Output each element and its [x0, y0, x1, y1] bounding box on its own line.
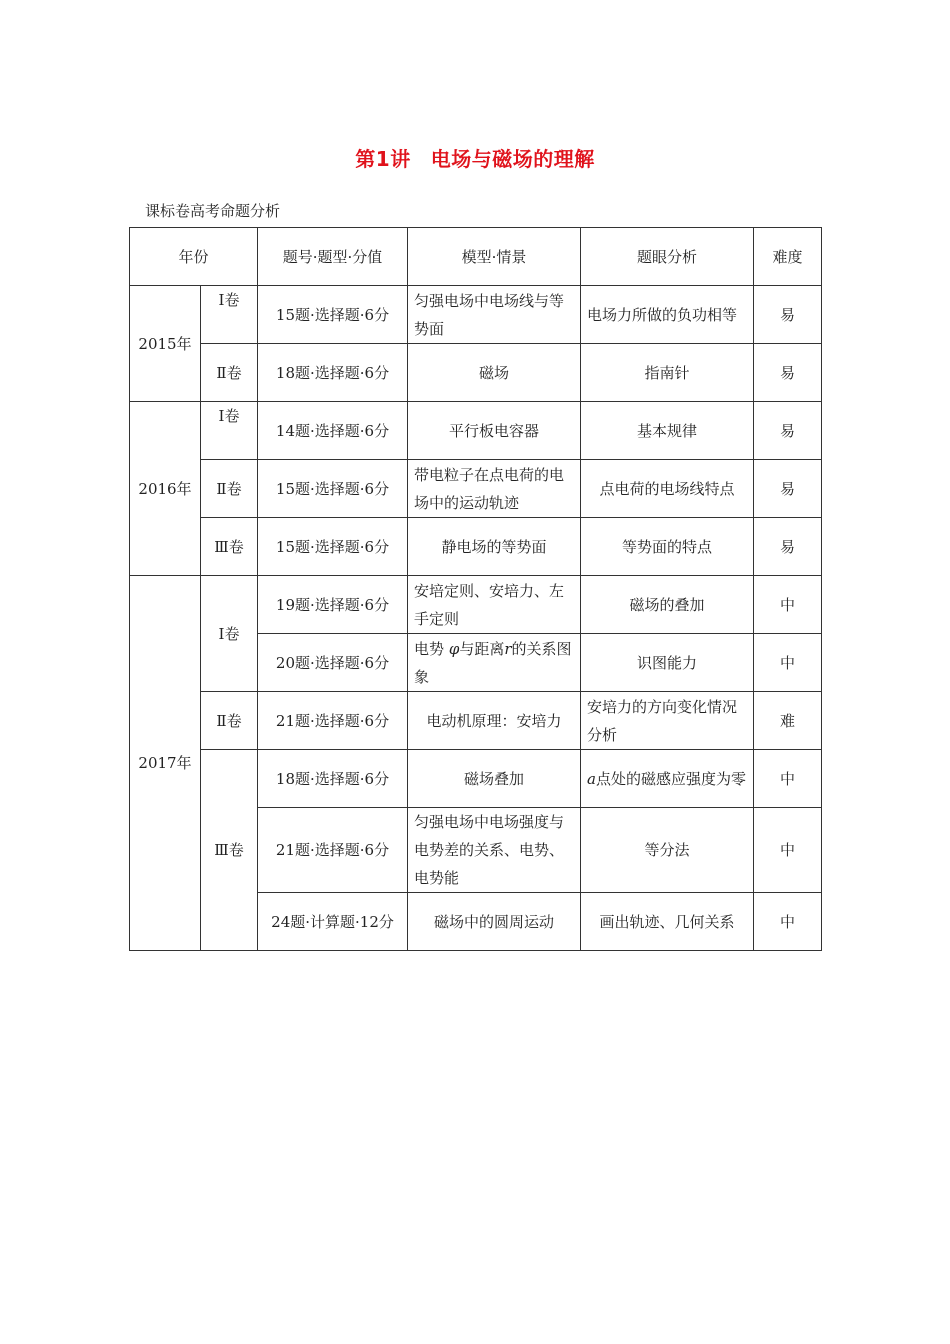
- table-row: [130, 286, 822, 344]
- paper-cell: Ⅱ卷: [201, 692, 258, 750]
- model-cell: 安培定则、安培力、左手定则: [408, 576, 581, 634]
- question-cell: 15题·选择题·6分: [258, 460, 408, 518]
- analysis-text: 点处的磁感应强度为零: [595, 769, 746, 788]
- table-row: [130, 576, 822, 634]
- difficulty-cell: 中: [754, 634, 822, 692]
- paper-cell: Ⅱ卷: [201, 460, 258, 518]
- table-row: [130, 402, 822, 460]
- paper-cell: Ⅱ卷: [201, 344, 258, 402]
- paper-cell: Ⅰ卷: [201, 286, 258, 344]
- table-row: [130, 750, 822, 808]
- lecture-topic: 电场与磁场的理解: [430, 147, 595, 171]
- table-row: [130, 344, 822, 402]
- model-cell: 平行板电容器: [408, 402, 581, 460]
- model-cell: 静电场的等势面: [408, 518, 581, 576]
- model-cell: 磁场叠加: [408, 750, 581, 808]
- model-cell: 带电粒子在点电荷的电场中的运动轨迹: [408, 460, 581, 518]
- question-cell: 14题·选择题·6分: [258, 402, 408, 460]
- table-caption: 课标卷高考命题分析: [145, 202, 281, 220]
- difficulty-cell: 易: [754, 460, 822, 518]
- model-cell: 电动机原理：安培力: [408, 692, 581, 750]
- year-cell: 2016年: [130, 402, 201, 576]
- model-cell: 匀强电场中电场线与等势面: [408, 286, 581, 344]
- table-row: [130, 518, 822, 576]
- analysis-cell: 识图能力: [581, 634, 754, 692]
- question-cell: 21题·选择题·6分: [258, 808, 408, 893]
- analysis-cell: 点电荷的电场线特点: [581, 460, 754, 518]
- paper-cell: Ⅲ卷: [201, 518, 258, 576]
- header-model: 模型·情景: [408, 228, 581, 286]
- paper-cell: Ⅰ卷: [201, 402, 258, 460]
- model-cell: 磁场中的圆周运动: [408, 893, 581, 951]
- header-question: 题号·题型·分值: [258, 228, 408, 286]
- table-row: [130, 692, 822, 750]
- analysis-cell: 画出轨迹、几何关系: [581, 893, 754, 951]
- exam-analysis-table: [129, 227, 822, 951]
- difficulty-cell: 难: [754, 692, 822, 750]
- difficulty-cell: 易: [754, 286, 822, 344]
- year-cell: 2015年: [130, 286, 201, 402]
- difficulty-cell: 中: [754, 576, 822, 634]
- model-cell: [408, 634, 581, 692]
- table-row: [130, 460, 822, 518]
- model-text: 电势: [414, 639, 445, 658]
- analysis-cell: 等势面的特点: [581, 518, 754, 576]
- difficulty-cell: 中: [754, 893, 822, 951]
- analysis-cell: 等分法: [581, 808, 754, 893]
- header-row: [130, 228, 822, 286]
- page-title: [0, 143, 950, 172]
- question-cell: 18题·选择题·6分: [258, 344, 408, 402]
- question-cell: 20题·选择题·6分: [258, 634, 408, 692]
- analysis-cell: 基本规律: [581, 402, 754, 460]
- question-cell: 19题·选择题·6分: [258, 576, 408, 634]
- a-symbol: a: [587, 769, 596, 788]
- model-text: 的关系图象: [414, 639, 572, 686]
- question-cell: 21题·选择题·6分: [258, 692, 408, 750]
- paper-cell: Ⅰ卷: [201, 576, 258, 692]
- phi-symbol: φ: [448, 639, 460, 658]
- difficulty-cell: 中: [754, 808, 822, 893]
- analysis-cell: 电场力所做的负功相等: [581, 286, 754, 344]
- year-cell: 2017年: [130, 576, 201, 951]
- question-cell: 24题·计算题·12分: [258, 893, 408, 951]
- paper-cell: Ⅲ卷: [201, 750, 258, 951]
- difficulty-cell: 中: [754, 750, 822, 808]
- header-difficulty: 难度: [754, 228, 822, 286]
- model-text: 与距离: [459, 639, 505, 658]
- difficulty-cell: 易: [754, 344, 822, 402]
- question-cell: 15题·选择题·6分: [258, 518, 408, 576]
- question-cell: 18题·选择题·6分: [258, 750, 408, 808]
- model-cell: 匀强电场中电场强度与电势差的关系、电势、电势能: [408, 808, 581, 893]
- model-cell: 磁场: [408, 344, 581, 402]
- header-analysis: 题眼分析: [581, 228, 754, 286]
- header-year: 年份: [130, 228, 258, 286]
- difficulty-cell: 易: [754, 402, 822, 460]
- r-symbol: r: [504, 639, 512, 658]
- analysis-cell: [581, 750, 754, 808]
- question-cell: 15题·选择题·6分: [258, 286, 408, 344]
- analysis-cell: 安培力的方向变化情况分析: [581, 692, 754, 750]
- analysis-cell: 指南针: [581, 344, 754, 402]
- difficulty-cell: 易: [754, 518, 822, 576]
- lecture-number: 第1讲: [355, 147, 411, 171]
- analysis-cell: 磁场的叠加: [581, 576, 754, 634]
